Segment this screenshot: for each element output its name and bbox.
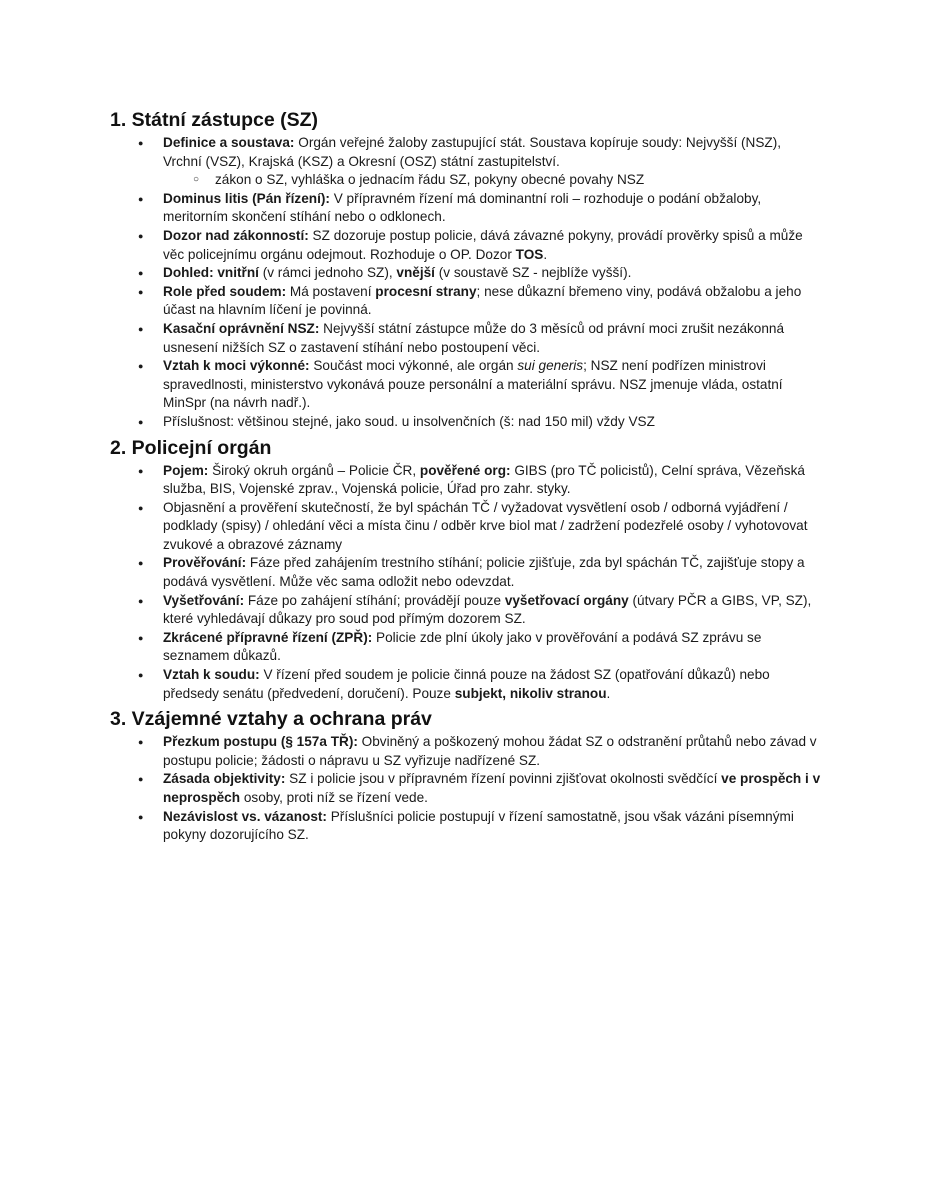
text: Má postavení — [286, 283, 376, 299]
text: SZ i policie jsou v přípravném řízení povinni zjišťovat okolnosti svědčící — [285, 771, 722, 787]
text: V přípravném řízení má dominantní roli – rozhoduje o podání obžaloby, meritorním skončení stíhání nebo o odklonech. — [163, 190, 762, 225]
term: Dominus litis (Pán řízení): — [163, 190, 330, 206]
term: Vztah k moci výkonné: — [163, 358, 310, 374]
term: Dohled: — [163, 265, 214, 281]
bullet-list — [110, 733, 822, 845]
list-item — [138, 554, 822, 591]
italic-term: sui generis — [517, 358, 584, 374]
text: (v rámci jednoho SZ), — [258, 265, 397, 281]
text: Obviněný a poškozený mohou žádat SZ o odstranění průtahů nebo závad v postupu policie; žádosti o nápravu u SZ vyřizuje nadřízené SZ. — [163, 734, 817, 768]
text: osoby, proti níž se řízení vede. — [240, 790, 428, 805]
list-item — [138, 808, 822, 845]
section-heading: 1. Státní zástupce (SZ) — [110, 109, 319, 131]
term-inline: vyšetřovací orgány — [504, 592, 629, 608]
list-item — [138, 264, 822, 283]
text: (v soustavě SZ - nejblíže vyšší). — [434, 265, 632, 281]
term-inline: ve prospěch i v neprospěch — [163, 771, 821, 805]
document-page — [110, 108, 822, 849]
section-heading: 3. Vzájemné vztahy a ochrana práv — [110, 708, 432, 731]
text: . — [543, 246, 548, 262]
term: Zásada objektivity: — [163, 771, 286, 787]
term-inline: pověřené org: — [419, 462, 511, 478]
text: Široký okruh orgánů – Policie ČR, — [208, 462, 420, 478]
text: V řízení před soudem je policie činná pouze na žádost SZ (opatřování důkazů) nebo předsedy senátu (předvedení, doručení). Pouze — [163, 667, 770, 701]
term: Vztah k soudu: — [163, 667, 260, 683]
list-item — [138, 357, 822, 413]
list-item — [138, 629, 822, 666]
text: Fáze po zahájení stíhání; provádějí pouze — [244, 592, 505, 608]
term-inline: vnější — [396, 265, 435, 281]
text: Nejvyšší státní zástupce může do 3 měsíců od právní moci zrušit nezákonná usnesení nižších SZ o zastavení stíhání nebo postoupení věci. — [163, 320, 785, 355]
term: Kasační oprávnění NSZ: — [163, 320, 320, 336]
text: Součást moci výkonné, ale orgán — [309, 358, 518, 374]
list-item — [138, 462, 822, 499]
text: Policie zde plní úkoly jako v prověřování a podává SZ zprávu se seznamem důkazů. — [163, 629, 762, 664]
list-item — [138, 592, 822, 629]
list-item — [138, 283, 822, 320]
list-item — [138, 320, 822, 357]
list-item — [138, 666, 822, 703]
text: Příslušníci policie postupují v řízení samostatně, jsou však vázáni písemnými pokyny dozorujícího SZ. — [163, 808, 794, 843]
term: Pojem: — [163, 462, 209, 478]
bullet-list — [110, 462, 822, 704]
term-inline: subjekt, nikoliv stranou — [454, 685, 607, 701]
text: GIBS (pro TČ policistů), Celní správa, Vězeňská služba, BIS, Vojenské zprav., Vojenská policie, Úřad pro zahr. styky. — [163, 462, 805, 497]
list-item — [138, 190, 822, 227]
list-item — [138, 413, 822, 432]
term-inline: procesní strany — [375, 283, 477, 299]
text: Objasnění a prověření skutečností, že byl spáchán TČ / vyžadovat vysvětlení osob / odborná vyjádření / podklady (spisy) / ohledání věci a místa činu / odběr krve biol mat / zadržení podezřelé osoby / vyhotovovat zvukové a obrazové záznamy — [163, 499, 808, 552]
term: Přezkum postupu (§ 157a TŘ): — [163, 734, 358, 750]
term-inline: TOS — [515, 246, 544, 262]
text: (útvary PČR a GIBS, VP, SZ), které vyhledávají důkazy pro soud pod přímým dozorem SZ. — [163, 592, 812, 627]
text: . — [606, 685, 611, 701]
term: Zkrácené přípravné řízení (ZPŘ): — [163, 629, 373, 645]
list-item — [138, 227, 822, 264]
sub-list — [163, 171, 822, 190]
term: Definice a soustava: — [163, 135, 295, 150]
text: Příslušnost: většinou stejné, jako soud. u insolvenčních (š: nad 150 mil) vždy VSZ — [163, 413, 655, 429]
term: Role před soudem: — [163, 283, 287, 299]
text: Fáze před zahájením trestního stíhání; policie zjišťuje, zda byl spáchán TČ, zajišťuje stopy a podává vysvětlení. Může věc sama odložit nebo odevzdat. — [163, 555, 805, 590]
term: Vyšetřování: — [163, 592, 245, 608]
sub-list-item: ○ zákon o SZ, vyhláška o jednacím řádu SZ, pokyny obecné povahy NSZ — [193, 171, 822, 190]
section-heading: 2. Policejní orgán — [110, 436, 272, 459]
text: SZ dozoruje postup policie, dává závazné pokyny, provádí prověrky spisů a může věc policejnímu orgánu odejmout. Rozhoduje o OP. Dozor — [163, 227, 803, 262]
term: Nezávislost vs. vázanost: — [163, 808, 327, 824]
bullet-list — [110, 134, 822, 432]
text: Orgán veřejné žaloby zastupující stát. Soustava kopíruje soudy: Nejvyšší (NSZ), Vrchní (VSZ), Krajská (KSZ) a Okresní (OSZ) státní zastupitelství. — [163, 135, 782, 169]
term: Dozor nad zákonností: — [163, 227, 309, 243]
term: Prověřování: — [163, 555, 247, 571]
list-item — [138, 499, 822, 555]
text: ; nese důkazní břemeno viny, podává obžalobu a jeho účast na hlavním líčení je povinná. — [163, 283, 802, 318]
term-inline: vnitřní — [213, 265, 259, 281]
list-item — [138, 770, 822, 807]
list-item — [138, 733, 822, 770]
list-item — [138, 134, 822, 190]
text: ; NSZ není podřízen ministrovi spravedlnosti, ministerstvo vykonává pouze personální a materiální správu. NSZ jmenuje vláda, ostatní MinSpr (na návrh nadř.). — [163, 358, 783, 411]
